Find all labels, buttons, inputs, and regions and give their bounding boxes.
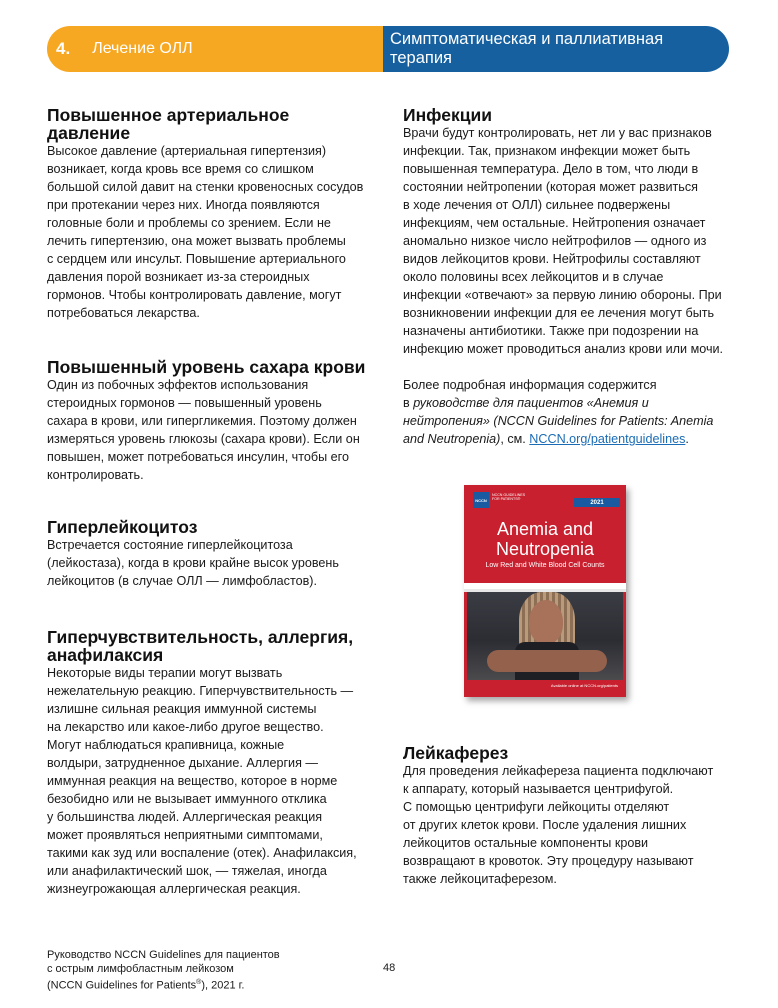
text-line: измеряться уровень глюкозы (сахара крови). Если он — [47, 432, 360, 446]
more-info-line — [403, 394, 733, 412]
text-line: головные боли и проблемы со зрением. Если не — [47, 216, 331, 230]
text-line: Встречается состояние гиперлейкоцитоза — [47, 538, 293, 552]
text-line: состоянии нейтропении (которая может развиться — [403, 180, 698, 194]
chapter-title: Лечение ОЛЛ — [92, 40, 193, 57]
text-line: также лейкоцитаферезом. — [403, 872, 557, 886]
text-line: Могут наблюдаться крапивница, кожные — [47, 738, 285, 752]
text-line: Некоторые виды терапии могут вызвать — [47, 666, 283, 680]
text-line: Один из побочных эффектов использования — [47, 378, 309, 392]
guide-title: нейтропения» (NCCN Guidelines for Patients: Anemia — [403, 414, 714, 428]
text-line: гормонов. Чтобы контролировать давление, могут — [47, 288, 342, 302]
paragraph — [47, 142, 377, 322]
text-line: нежелательную реакцию. Гиперчувствительность — — [47, 684, 354, 698]
text-line: сахара в крови, или гипергликемия. Поэтому должен — [47, 414, 357, 428]
paragraph — [403, 124, 733, 358]
footer-line: с острым лимфобластным лейкозом — [47, 962, 234, 975]
text-line: Для проведения лейкафереза пациента подключают — [403, 764, 714, 778]
section-infections — [403, 106, 733, 448]
section-header — [383, 26, 729, 72]
text-line: возникает, когда кровь все время со слишком — [47, 162, 314, 176]
text: (NCCN Guidelines for Patients — [47, 979, 197, 992]
text-line: большой силой давит на стенки кровеносных сосудов — [47, 180, 364, 194]
section-leukapheresis — [403, 744, 733, 888]
heading: Гиперлейкоцитоз — [47, 517, 198, 537]
text: в — [403, 396, 414, 410]
text-line: стероидных гормонов — повышенный уровень — [47, 396, 322, 410]
text-line: около половины всех лейкоцитов и в случае — [403, 270, 664, 284]
heading-line: давление — [47, 123, 131, 143]
text-line: потребоваться лекарства. — [47, 306, 200, 320]
text-line: назначены антибиотики. Также при подозрении на — [403, 324, 699, 338]
text-line: к аппарату, который называется центрифугой. — [403, 782, 674, 796]
page-number: 48 — [383, 962, 396, 974]
cover-title: Anemia and — [496, 519, 594, 539]
chapter-header — [47, 26, 387, 72]
text-line: С помощью центрифуги лейкоциты отделяют — [403, 800, 670, 814]
text-line: в ходе лечения от ОЛЛ) сильнее подвержены — [403, 198, 671, 212]
text-line: (лейкостаза), когда в крови крайне высок уровень — [47, 556, 339, 570]
text-line: при протекании через них. Иногда появляются — [47, 198, 320, 212]
text-line: контролировать. — [47, 468, 144, 482]
text-line: безобидно или не вызывает иммунного отклика — [47, 792, 327, 806]
text-line: у большинства людей. Аллергическая реакция — [47, 810, 323, 824]
text-line: возникновении инфекции для ее лечения могут быть — [403, 306, 715, 320]
paragraph — [47, 536, 377, 590]
section-high-blood-sugar — [47, 358, 377, 484]
text-line: такими как зуд или воспаление (отек). Анафилаксия, — [47, 846, 357, 860]
text-line: от других клеток крови. После удаления лишних — [403, 818, 687, 832]
text-line: лейкоцитов остальные компоненты крови — [403, 836, 649, 850]
portrait-arms — [487, 650, 607, 672]
more-info-line: Более подробная информация содержится — [403, 378, 657, 392]
text: . — [685, 432, 689, 446]
heading-line: Повышенное артериальное — [47, 105, 290, 125]
section-high-blood-pressure — [47, 106, 377, 322]
text-line: инфекцию может проводиться анализ крови или мочи. — [403, 342, 724, 356]
cover-title: Neutropenia — [495, 539, 595, 559]
heading-line: анафилаксия — [47, 645, 164, 665]
text-line: излишне сильная реакция иммунной системы — [47, 702, 317, 716]
text: , см. — [500, 432, 530, 446]
section-hyperleukocytosis — [47, 518, 377, 590]
footer-line — [47, 976, 280, 993]
text-line: аномально низкое число нейтрофилов — одного из — [403, 234, 707, 248]
text-line: давления порой возникает из-за стероидных — [47, 270, 310, 284]
text-line: повышен, может потребоваться инсулин, чтобы его — [47, 450, 349, 464]
text-line: на лекарство или какое-либо другое вещество. — [47, 720, 324, 734]
text-line: волдыри, затрудненное дыхание. Аллергия — — [47, 756, 318, 770]
more-info-line — [403, 412, 733, 430]
text-line: или анафилактический шок, — тяжелая, иногда — [47, 864, 327, 878]
heading-line: Гиперчувствительность, аллергия, — [47, 627, 354, 647]
cover-footer: Available online at NCCN.org/patients — [550, 683, 618, 688]
registered-mark: ® — [196, 979, 202, 986]
text-line: с сердцем или инсульт. Повышение артериального — [47, 252, 346, 266]
heading: Лейкаферез — [403, 743, 509, 763]
text-line: лечить гипертензию, она может вызвать проблемы — [47, 234, 346, 248]
text-line: видов лейкоцитов крови. Нейтрофилы составляют — [403, 252, 701, 266]
text-line: Высокое давление (артериальная гипертензия) — [47, 144, 327, 158]
paragraph — [47, 664, 377, 898]
text-line: жизнеугрожающая аллергическая реакция. — [47, 882, 301, 896]
year-badge: 2021 — [574, 498, 620, 507]
paragraph — [47, 376, 377, 484]
chapter-number: 4. — [56, 39, 71, 58]
section-hypersensitivity — [47, 628, 377, 898]
paragraph — [403, 762, 733, 888]
patient-guidelines-link[interactable]: NCCN.org/patientguidelines — [529, 432, 686, 446]
guide-title: and Neutropenia) — [403, 432, 501, 446]
nccn-logo-subtitle: NCCN GUIDELINES FOR PATIENTS® — [492, 493, 526, 501]
text-line: инфекции «отвечают» за первую линию обороны. При — [403, 288, 722, 302]
section-title: Симптоматическая и паллиативная терапия — [390, 30, 664, 67]
text-line: может проявляться неприятными симптомами, — [47, 828, 323, 842]
page-footer — [47, 949, 280, 993]
text-line: инфекции. Так, признаком инфекции может быть — [403, 144, 691, 158]
anemia-neutropenia-book-cover[interactable] — [464, 485, 626, 697]
heading: Повышенный уровень сахара крови — [47, 357, 366, 377]
cover-photo — [467, 592, 623, 680]
text: ), 2021 г. — [201, 979, 245, 992]
guide-title: руководстве для пациентов «Анемия и — [413, 396, 649, 410]
text-line: Врачи будут контролировать, нет ли у вас признаков — [403, 126, 712, 140]
text-line: инфекциям, чем остальные. Нейтропения означает — [403, 216, 706, 230]
text-line: возвращают в кровоток. Эту процедуру называют — [403, 854, 694, 868]
nccn-logo: NCCN — [473, 492, 489, 508]
text-line: иммунная реакция на вещество, которое в норме — [47, 774, 338, 788]
text-line: повышенная температура. Дело в том, что люди в — [403, 162, 699, 176]
cover-subtitle: Low Red and White Blood Cell Counts — [485, 562, 605, 569]
footer-line: Руководство NCCN Guidelines для пациентов — [47, 949, 280, 961]
text-line: лейкоцитов (в случае ОЛЛ — лимфобластов). — [47, 574, 317, 588]
more-info-line — [403, 430, 733, 448]
portrait-face — [529, 600, 563, 644]
heading: Инфекции — [403, 105, 492, 125]
